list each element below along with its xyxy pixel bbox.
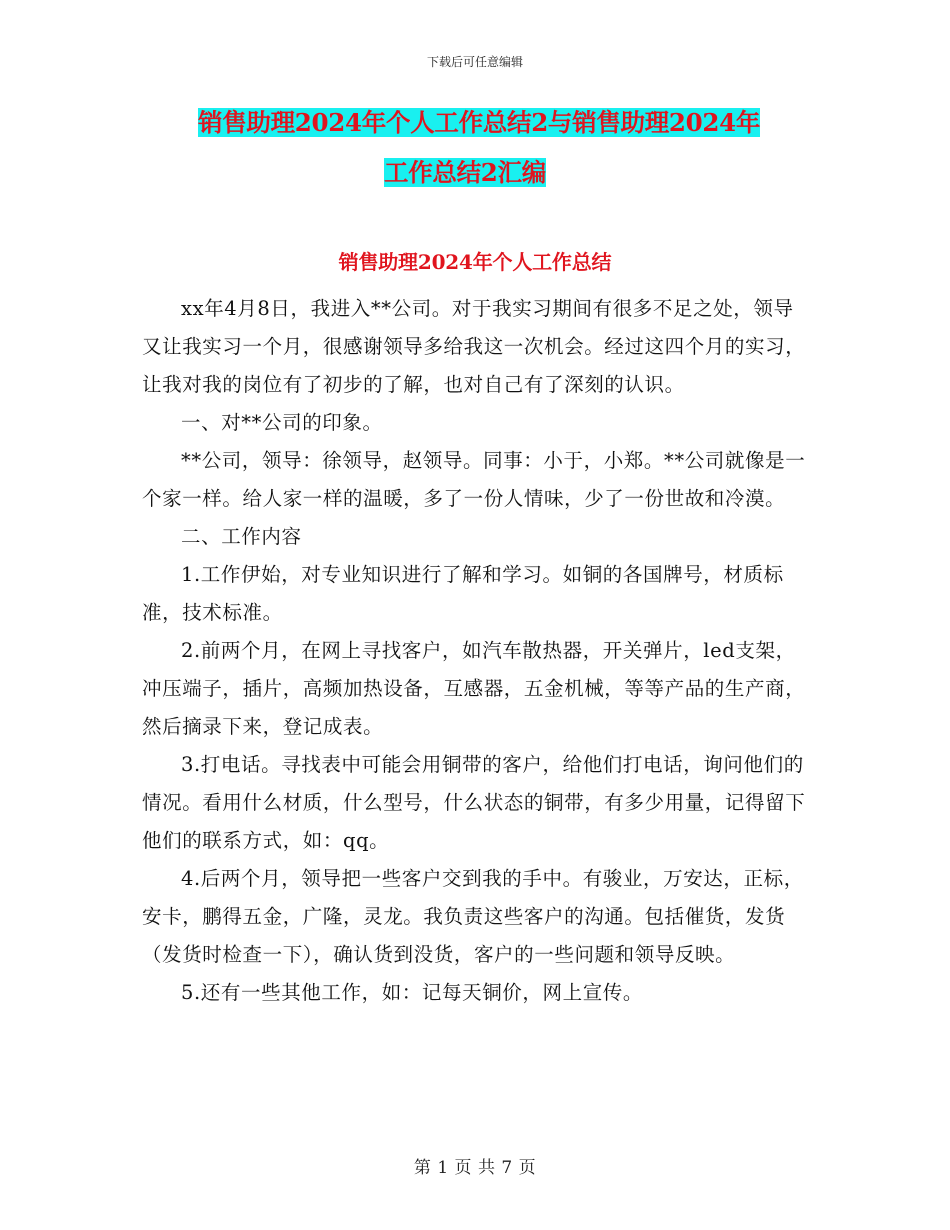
section-title: 销售助理2024年个人工作总结 bbox=[338, 250, 612, 274]
paragraph: 二、工作内容 bbox=[181, 525, 302, 548]
paragraph: 一、对**公司的印象。 bbox=[181, 411, 383, 434]
title-line-1: 销售助理2024年个人工作总结2与销售助理2024年 bbox=[198, 108, 761, 137]
paragraph: 3.打电话。寻找表中可能会用铜带的客户，给他们打电话，询问他们的情况。看用什么材质，什么型号，什么状态的铜带，有多少用量，记得留下他们的联系方式，如：qq。 bbox=[142, 753, 806, 852]
page-header: 下载后可任意编辑 bbox=[426, 55, 523, 69]
paragraph: 2.前两个月，在网上寻找客户，如汽车散热器，开关弹片，led支架，冲压端子，插片，高频加热设备，互感器，五金机械，等等产品的生产商，然后摘录下来，登记成表。 bbox=[142, 639, 806, 738]
paragraph: xx年4月8日，我进入**公司。对于我实习期间有很多不足之处，领导又让我实习一个月，很感谢领导多给我这一次机会。经过这四个月的实习，让我对我的岗位有了初步的了解，也对自己有了深刻的认识。 bbox=[142, 297, 806, 396]
paragraph: 1.工作伊始，对专业知识进行了解和学习。如铜的各国牌号，材质标准，技术标准。 bbox=[142, 563, 784, 624]
paragraph: **公司，领导：徐领导，赵领导。同事：小于，小郑。**公司就像是一个家一样。给人家一样的温暖，多了一份人情味，少了一份世故和冷漠。 bbox=[142, 449, 806, 510]
document-body bbox=[142, 290, 810, 1012]
title-line-2: 工作总结2汇编 bbox=[384, 158, 546, 187]
page-footer: 第 1 页 共 7 页 bbox=[413, 1158, 537, 1178]
paragraph: 4.后两个月，领导把一些客户交到我的手中。有骏业，万安达，正标，安卡，鹏得五金，广隆，灵龙。我负责这些客户的沟通。包括催货，发货（发货时检查一下），确认货到没货，客户的一些问题和领导反映。 bbox=[142, 867, 804, 966]
paragraph: 5.还有一些其他工作，如：记每天铜价，网上宣传。 bbox=[181, 981, 644, 1004]
